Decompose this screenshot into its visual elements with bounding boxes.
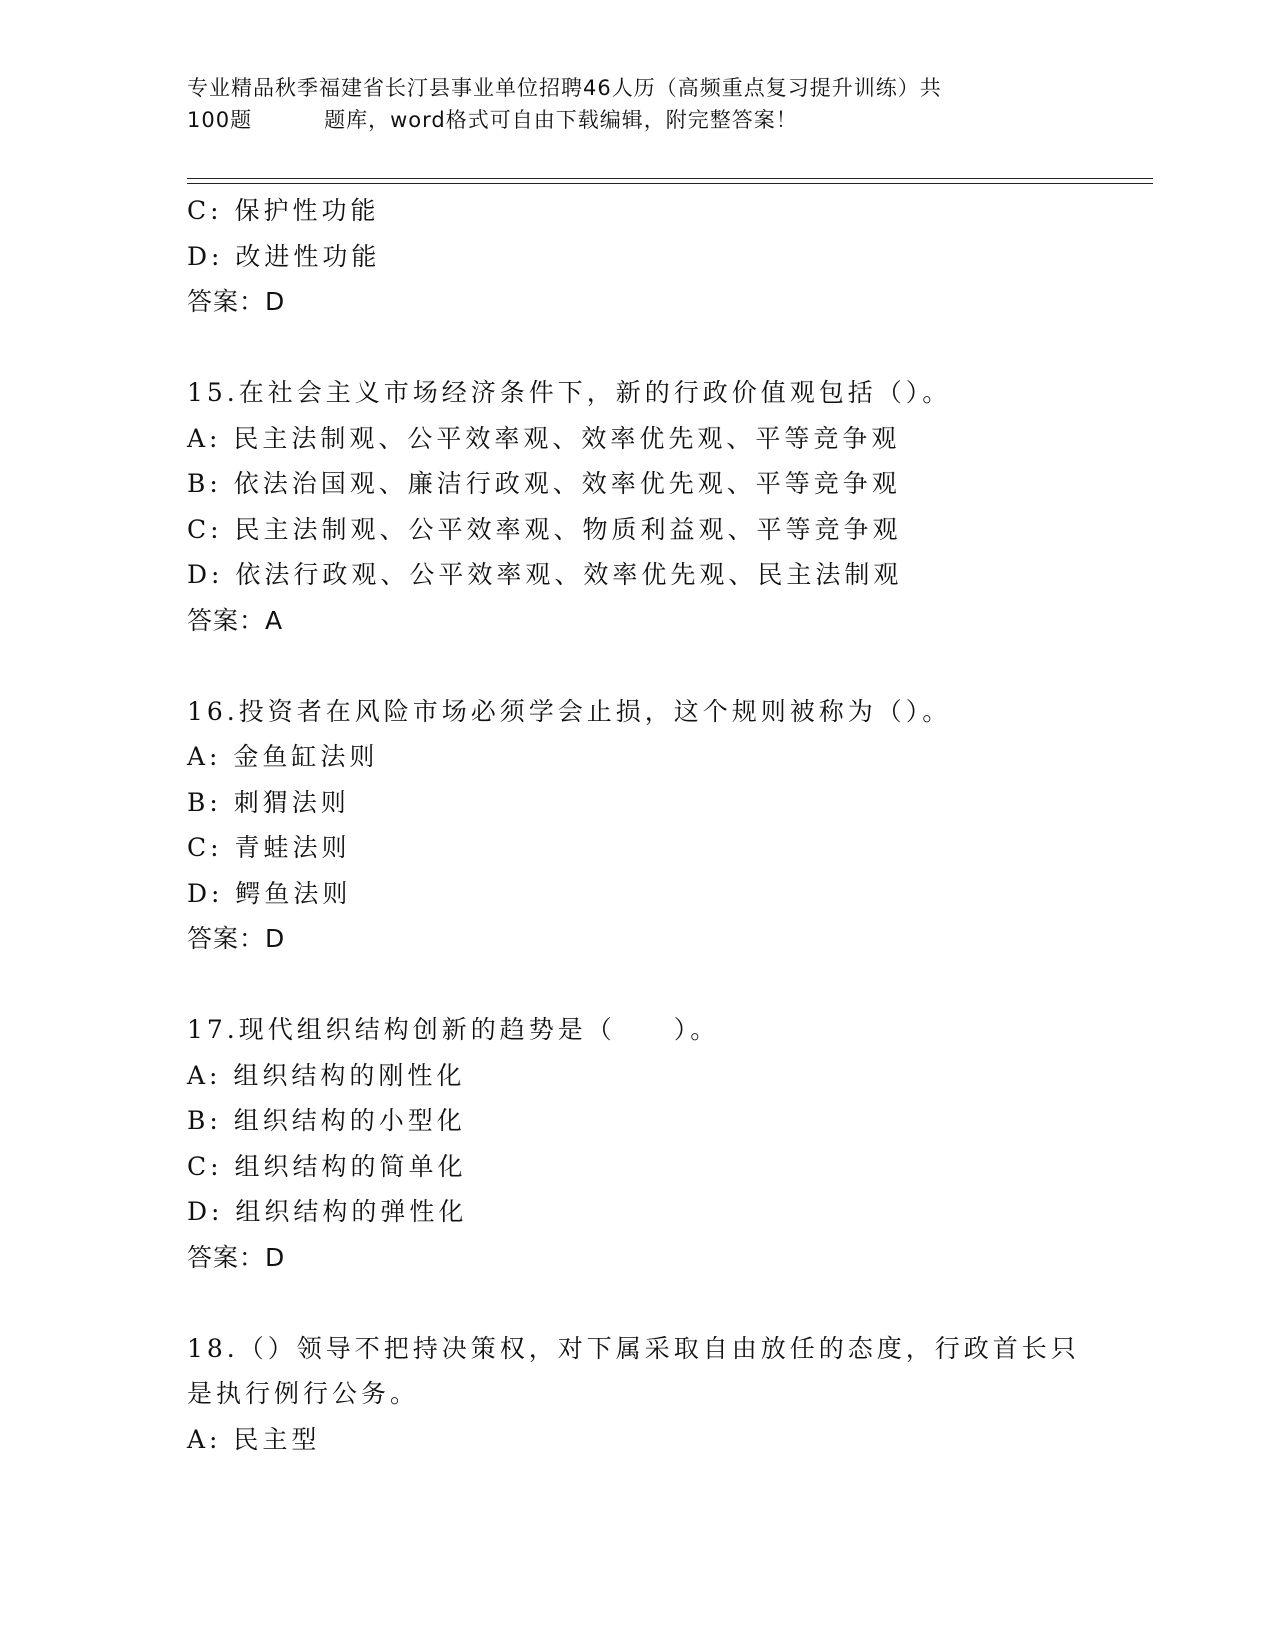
question-stem: 15.在社会主义市场经济条件下，新的行政价值观包括（）。 [187,378,952,407]
question-stem-line-2: 是执行例行公务。 [187,1379,420,1408]
option-a: A: 民主型 [187,1424,321,1454]
option-b: B: 刺猬法则 [187,787,350,817]
question-18 [187,1326,1107,1463]
question-stem-line-1: 18.（）领导不把持决策权，对下属采取自由放任的态度，行政首长只 [187,1333,1080,1363]
option-a: A: 民主法制观、公平效率观、效率优先观、平等竞争观 [187,423,901,453]
answer: 答案：D [187,287,286,316]
header-description: 题库，word格式可自由下载编辑，附完整答案！ [324,108,798,132]
option-b: B: 依法治国观、廉洁行政观、效率优先观、平等竞争观 [187,469,901,498]
option-d: D: 改进性功能 [187,241,381,271]
question-16 [187,689,1107,962]
question-14-tail [187,188,1107,325]
header-title-line-2 [187,104,1087,136]
option-c: C: 民主法制观、公平效率观、物质利益观、平等竞争观 [187,514,902,544]
option-c: C: 保护性功能 [187,196,380,225]
header-divider-top [187,178,1153,179]
answer: 答案：D [187,924,286,953]
question-17 [187,1007,1107,1280]
option-c: C: 青蛙法则 [187,833,351,862]
header-title-line-1: 专业精品秋季福建省长汀县事业单位招聘46人历（高频重点复习提升训练）共 [187,76,942,100]
option-d: D: 鳄鱼法则 [187,878,352,908]
document-header [187,72,1087,136]
header-question-count: 100题 [187,108,253,132]
option-b: B: 组织结构的小型化 [187,1106,466,1135]
header-divider-bottom [187,183,1153,184]
question-list [187,188,1107,1462]
answer: 答案：D [187,1242,286,1272]
option-a: A: 组织结构的刚性化 [187,1060,466,1090]
question-15 [187,370,1107,643]
option-d: D: 依法行政观、公平效率观、效率优先观、民主法制观 [187,560,903,589]
answer: 答案：A [187,605,284,635]
option-c: C: 组织结构的简单化 [187,1151,467,1181]
question-stem: 16.投资者在风险市场必须学会止损，这个规则被称为（）。 [187,696,952,726]
option-a: A: 金鱼缸法则 [187,742,379,771]
question-stem: 17.现代组织结构创新的趋势是（ ）。 [187,1015,720,1044]
option-d: D: 组织结构的弹性化 [187,1197,468,1226]
